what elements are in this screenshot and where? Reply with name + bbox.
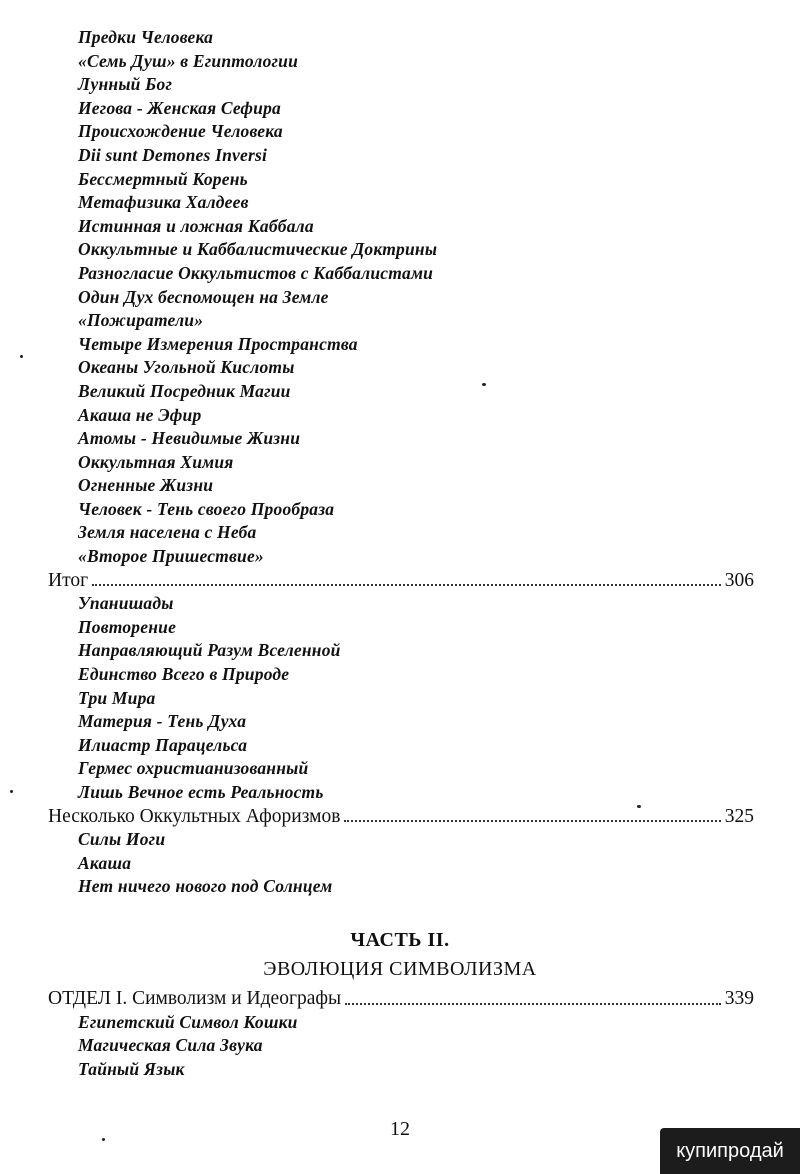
toc-subsection-list-d <box>0 987 800 1081</box>
toc-subitem: Направляющий Разум Вселенной <box>78 640 341 661</box>
dot-leader <box>344 819 720 822</box>
toc-subitem: Илиастр Парацельса <box>78 734 248 755</box>
toc-subitem: Акаша <box>78 852 132 873</box>
dot-leader <box>92 583 721 586</box>
toc-subitem: Великий Посредник Магии <box>78 380 291 401</box>
toc-subitem: Dii sunt Demones Inversi <box>78 144 268 165</box>
page-number: 12 <box>390 1118 410 1140</box>
toc-entry-dept1 <box>48 987 754 1011</box>
toc-subitem: Материя - Тень Духа <box>78 711 247 732</box>
print-speck <box>482 383 486 386</box>
toc-subitem: «Второе Пришествие» <box>78 546 264 567</box>
toc-subitem: Истинная и ложная Каббала <box>78 215 314 236</box>
toc-subitem: Океаны Угольной Кислоты <box>78 357 295 378</box>
toc-page-number: 325 <box>724 805 754 827</box>
toc-entry-title: Итог <box>48 569 89 591</box>
toc-subitem: «Пожиратели» <box>78 310 204 331</box>
toc-page-number: 339 <box>724 988 754 1009</box>
toc-subitem: Лишь Вечное есть Реальность <box>78 782 324 802</box>
toc-subitem: Оккультные и Каббалистические Доктрины <box>78 239 438 260</box>
toc-entry-title: Несколько Оккультных Афоризмов <box>48 805 341 827</box>
toc-subitem: Акаша не Эфир <box>78 404 202 425</box>
toc-subitem: Предки Человека <box>78 27 214 47</box>
toc-subitem: Единство Всего в Природе <box>78 664 290 685</box>
toc-subitem: Разногласие Оккультистов с Каббалистами <box>78 262 434 283</box>
toc-subitem: Происхождение Человека <box>78 121 283 142</box>
watermark-logo: купипродай <box>660 1128 800 1174</box>
toc-subitem: Метафизика Халдеев <box>78 192 249 213</box>
toc-subitem: Бессмертный Корень <box>78 168 248 189</box>
print-speck <box>102 1138 105 1141</box>
toc-subitem: Гермес охристианизованный <box>78 758 309 779</box>
toc-subitem: Человек - Тень своего Прообраза <box>78 498 335 519</box>
toc-subitem: «Семь Душ» в Египтологии <box>78 50 299 71</box>
toc-subitem: Земля населена с Неба <box>78 522 257 543</box>
dot-leader <box>345 1002 721 1005</box>
print-speck <box>637 805 641 808</box>
toc-subitem: Один Дух беспомощен на Земле <box>78 286 329 307</box>
toc-subitem: Повторение <box>78 616 177 637</box>
part-subtitle: ЭВОЛЮЦИЯ СИМВОЛИЗМА <box>263 958 537 980</box>
part-title: ЧАСТЬ II. <box>350 929 450 951</box>
toc-entry-summary <box>48 569 754 593</box>
print-speck <box>10 790 13 793</box>
toc-subitem: Четыре Измерения Пространства <box>78 333 358 354</box>
toc-entry-title: ОТДЕЛ I. Символизм и Идеографы <box>48 988 342 1009</box>
toc-subitem: Лунный Бог <box>78 74 173 95</box>
toc-subitem: Атомы - Невидимые Жизни <box>78 428 301 449</box>
toc-subitem: Нет ничего нового под Солнцем <box>78 876 333 897</box>
toc-subitem: Упанишады <box>78 593 174 614</box>
toc-subitem: Тайный Язык <box>78 1058 185 1079</box>
toc-subitem: Оккультная Химия <box>78 451 234 472</box>
toc-subitem: Огненные Жизни <box>78 475 214 496</box>
toc-subsection-list-a <box>0 26 800 899</box>
toc-subitem: Иегова - Женская Сефира <box>78 97 281 118</box>
toc-subitem: Три Мира <box>78 687 156 708</box>
toc-page-number: 306 <box>724 569 754 591</box>
toc-subitem: Египетский Символ Кошки <box>78 1011 298 1032</box>
toc-entry-aphorisms <box>48 805 754 829</box>
toc-subitem: Силы Иоги <box>78 829 166 850</box>
print-speck <box>20 355 23 358</box>
toc-subitem: Магическая Сила Звука <box>78 1035 263 1056</box>
